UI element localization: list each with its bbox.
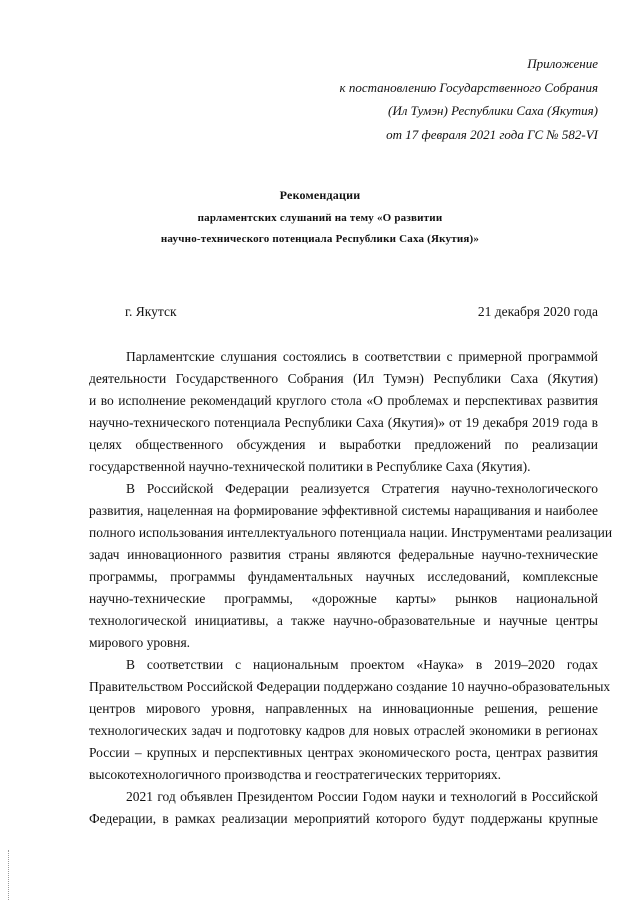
paragraph-line: мирового уровня.: [89, 635, 191, 650]
paragraph-line: программы, программы фундаментальных научных исследований, комплексные: [89, 569, 598, 584]
paragraph-line: полного использования интеллектуального потенциала нации. Инструментами реализации: [89, 525, 613, 540]
title-line-1: Рекомендации: [279, 188, 361, 202]
paragraph: [89, 478, 613, 654]
appendix-line-1: Приложение: [527, 56, 598, 71]
paragraph-line: деятельности Государственного Собрания (Ил Тумэн) Республики Саха (Якутия): [89, 371, 598, 386]
paragraph-line: технологической инициативы, а также научно-образовательные и научные центры: [89, 613, 598, 628]
title-line-2: парламентских слушаний на тему «О развитии: [197, 212, 443, 224]
paragraph: [89, 346, 598, 478]
paragraph-line: высокотехнологичного производства и геостратегических территориях.: [89, 767, 502, 782]
appendix-line-3: (Ил Тумэн) Республики Саха (Якутия): [388, 103, 598, 118]
date: 21 декабря 2020 года: [477, 304, 598, 319]
paragraph: [89, 654, 611, 786]
paragraph-line: центров мирового уровня, направленных на инновационные решения, решение: [89, 701, 598, 716]
place: г. Якутск: [125, 304, 177, 319]
appendix-note: [340, 52, 599, 146]
title-line-3: научно-технического потенциала Республики Саха (Якутия)»: [160, 233, 480, 245]
place-date-row: [125, 304, 598, 320]
paragraph-line: В соответствии с национальным проектом «Наука» в 2019–2020 годах: [126, 657, 598, 672]
paragraph-line: целях общественного обсуждения и выработки предложений по реализации: [89, 437, 598, 452]
scan-margin-mark: [8, 850, 11, 900]
paragraph-line: задач инновационного развития страны являются федеральные научно-технические: [89, 547, 598, 562]
document-title: [0, 188, 640, 245]
paragraph-line: научно-технические программы, «дорожные карты» рынков национальной: [89, 591, 598, 606]
appendix-line-2: к постановлению Государственного Собрания: [339, 79, 598, 95]
paragraph-line: В Российской Федерации реализуется Стратегия научно-технологического: [126, 481, 598, 496]
appendix-line-4: от 17 февраля 2021 года ГС № 582-VI: [386, 126, 598, 142]
paragraph-line: 2021 год объявлен Президентом России Годом науки и технологий в Российской: [126, 789, 598, 804]
paragraph-line: Федерации, в рамках реализации мероприятий которого будут поддержаны крупные: [89, 811, 598, 826]
document-body: [89, 346, 613, 830]
paragraph-line: и во исполнение рекомендаций круглого стола «О проблемах и перспективах развития: [89, 393, 598, 408]
paragraph-line: Парламентские слушания состоялись в соответствии с примерной программой: [126, 349, 598, 364]
paragraph-line: научно-технического потенциала Республики Саха (Якутия)» от 19 декабря 2019 года в: [89, 415, 598, 430]
paragraph-line: развития, нацеленная на формирование эффективной системы наращивания и наиболее: [89, 503, 598, 518]
paragraph-line: России – крупных и перспективных центрах экономического роста, центрах развития: [89, 745, 598, 760]
paragraph-line: технологических задач и подготовку кадров для новых отраслей экономики в регионах: [89, 723, 598, 738]
paragraph: [89, 786, 598, 830]
paragraph-line: государственной научно-технической политики в Республике Саха (Якутия).: [89, 459, 531, 474]
paragraph-line: Правительством Российской Федерации поддержано создание 10 научно-образовательных: [89, 679, 611, 694]
